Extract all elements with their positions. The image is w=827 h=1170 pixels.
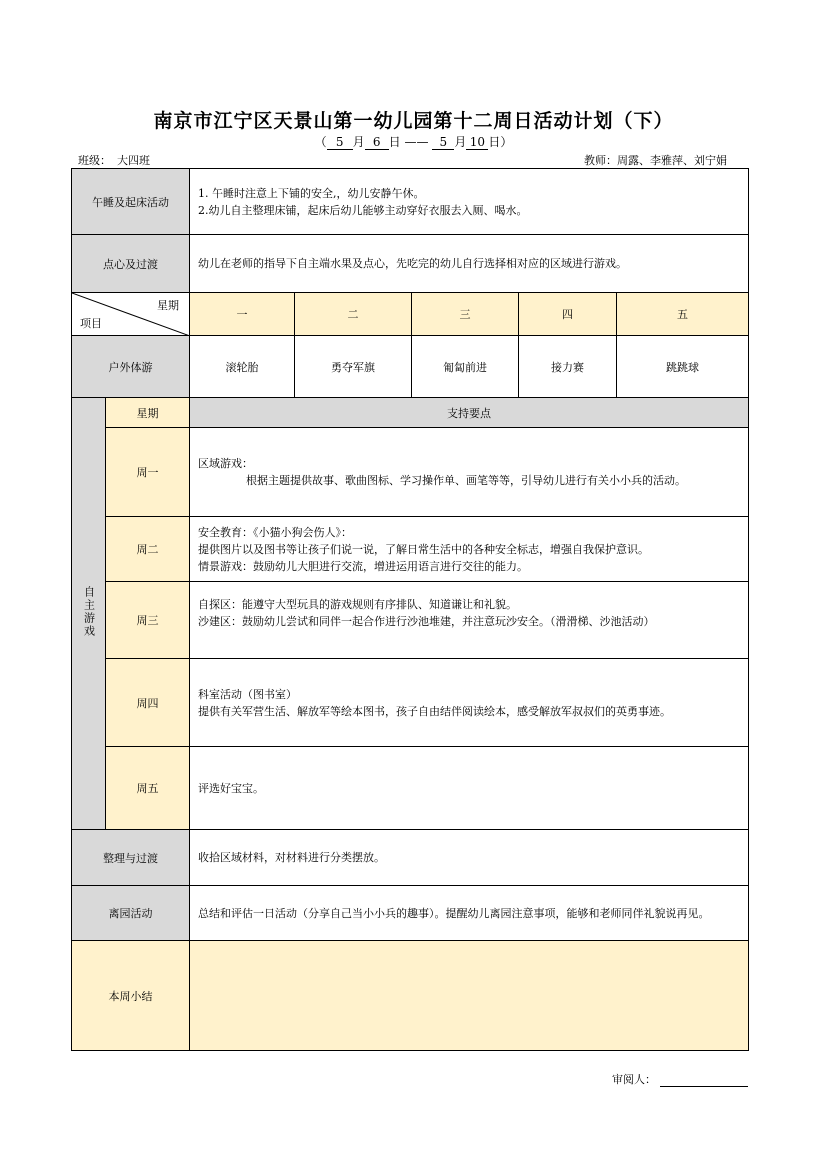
- day-row-tue: [72, 517, 749, 582]
- class-label: 班级：: [78, 154, 111, 167]
- start-day: 6: [365, 136, 389, 150]
- day-row-wed: [72, 582, 749, 659]
- sub-header-weekday: 星期: [106, 398, 190, 428]
- month-char: 月: [352, 135, 365, 149]
- end-day: 10: [466, 136, 488, 150]
- day-label: 周二: [106, 517, 190, 582]
- summary-row: [72, 941, 749, 1051]
- weekday-4: 四: [519, 293, 617, 336]
- weekday-5: 五: [617, 293, 749, 336]
- day-line: 根据主题提供故事、歌曲图标、学习操作单、画笔等等，引导幼儿进行有关小小兵的活动。: [246, 474, 686, 487]
- day-char: 日: [388, 135, 401, 149]
- paren-close: 日）: [488, 135, 513, 149]
- leave-row: [72, 886, 749, 941]
- day-content: [190, 517, 749, 582]
- class-value: 大四班: [111, 152, 227, 169]
- start-month: 5: [327, 136, 353, 150]
- free-play-header-row: [72, 398, 749, 428]
- day-line: 提供有关军营生活、解放军等绘本图书，孩子自由结伴阅读绘本，感受解放军叔叔们的英勇事迹。: [198, 704, 671, 718]
- paren-open: （: [314, 135, 327, 149]
- day-label: 周一: [106, 428, 190, 517]
- day-line: 自探区：能遵守大型玩具的游戏规则有序排队、知道谦让和礼貌。: [198, 598, 517, 611]
- day-label: 周五: [106, 747, 190, 830]
- sub-header-points: 支持要点: [190, 398, 749, 428]
- nap-line: 2.幼儿自主整理床铺，起床后幼儿能够主动穿好衣服去入厕、喝水。: [198, 203, 528, 217]
- reviewer-signature: [612, 1071, 748, 1087]
- snack-content: 幼儿在老师的指导下自主端水果及点心，先吃完的幼儿自行选择相对应的区域进行游戏。: [190, 235, 749, 293]
- page-title: 南京市江宁区天景山第一幼儿园第十二周日活动计划（下）: [153, 110, 674, 132]
- diagonal-header-cell: [72, 293, 190, 336]
- reviewer-line: [660, 1074, 748, 1087]
- free-play-label-text: 自主游戏: [82, 586, 96, 638]
- snack-row: [72, 235, 749, 293]
- snack-label: 点心及过渡: [72, 235, 190, 293]
- day-row-mon: [72, 428, 749, 517]
- nap-row: [72, 169, 749, 235]
- header-weekday: 星期: [157, 299, 179, 312]
- day-line: 区域游戏：: [198, 457, 253, 470]
- date-range: [0, 133, 827, 150]
- free-play-label: [72, 398, 106, 830]
- weekday-2: 二: [295, 293, 412, 336]
- outdoor-label: 户外体游: [72, 336, 190, 398]
- day-line: 科室活动（图书室）: [198, 687, 297, 701]
- day-line: 提供图片以及图书等让孩子们说一说，了解日常生活中的各种安全标志，增强自我保护意识。: [198, 542, 649, 556]
- day-content: [190, 428, 749, 517]
- day-line: 安全教育：《小猫小狗会伤人》：: [198, 525, 352, 539]
- date-dash: ——: [404, 135, 429, 149]
- outdoor-item: 接力赛: [519, 336, 617, 398]
- weekday-header-row: [72, 293, 749, 336]
- outdoor-item: 匍匐前进: [412, 336, 519, 398]
- weekday-3: 三: [412, 293, 519, 336]
- outdoor-item: 跳跳球: [617, 336, 749, 398]
- leave-label: 离园活动: [72, 886, 190, 941]
- reviewer-label: 审阅人：: [612, 1073, 656, 1086]
- day-content: [190, 659, 749, 747]
- activity-plan-table: [71, 168, 749, 1051]
- summary-content: [190, 941, 749, 1051]
- outdoor-item: 勇夺军旗: [295, 336, 412, 398]
- summary-label: 本周小结: [72, 941, 190, 1051]
- end-month: 5: [432, 136, 454, 150]
- day-row-fri: [72, 747, 749, 830]
- nap-content: [190, 169, 749, 235]
- day-line: 评选好宝宝。: [198, 781, 264, 795]
- tidy-row: [72, 830, 749, 886]
- day-line: 情景游戏：鼓励幼儿大胆进行交流，增进运用语言进行交往的能力。: [198, 559, 528, 573]
- nap-line: 1. 午睡时注意上下铺的安全,，幼儿安静午休。: [198, 186, 425, 200]
- tidy-content: 收拾区域材料，对材料进行分类摆放。: [190, 830, 749, 886]
- header-item: 项目: [80, 317, 102, 330]
- outdoor-item: 滚轮胎: [190, 336, 295, 398]
- day-content: [190, 582, 749, 659]
- day-line: 沙建区：鼓励幼儿尝试和同伴一起合作进行沙池堆建，并注意玩沙安全。（滑滑梯、沙池活动）: [198, 615, 655, 628]
- teacher-info: 教师：周露、李雅萍、刘宁娟: [584, 154, 727, 167]
- tidy-label: 整理与过渡: [72, 830, 190, 886]
- month-char-2: 月: [454, 135, 467, 149]
- day-label: 周四: [106, 659, 190, 747]
- outdoor-row: [72, 336, 749, 398]
- nap-label: 午睡及起床活动: [72, 169, 190, 235]
- day-row-thu: [72, 659, 749, 747]
- weekday-1: 一: [190, 293, 295, 336]
- day-content: [190, 747, 749, 830]
- day-label: 周三: [106, 582, 190, 659]
- leave-content: 总结和评估一日活动（分享自己当小小兵的趣事）。提醒幼儿离园注意事项，能够和老师同伴礼貌说再见。: [190, 886, 749, 941]
- class-info: [78, 152, 227, 169]
